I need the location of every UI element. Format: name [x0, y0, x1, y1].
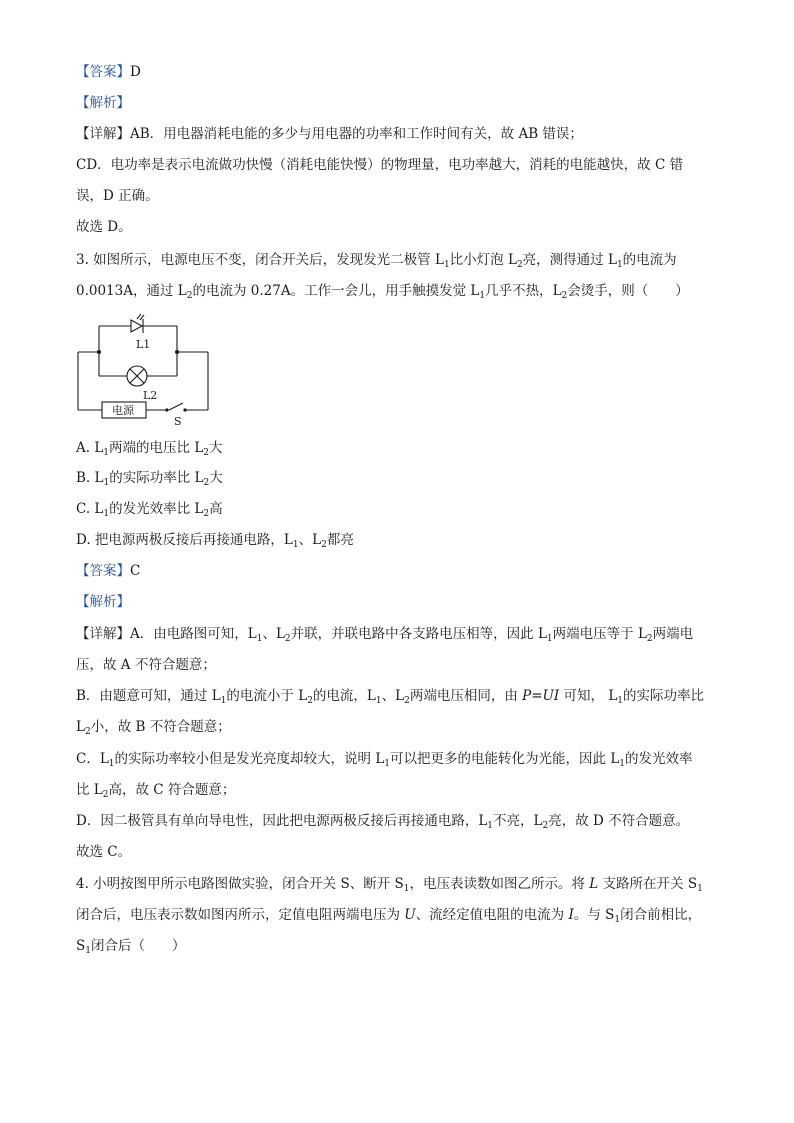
q2-answer-line — [76, 62, 141, 82]
answer-tag: 【答案】 — [76, 563, 130, 579]
answer-tag: 【答案】 — [76, 64, 130, 80]
q3-detail-d-line — [76, 811, 689, 831]
option-text: C. L — [76, 501, 104, 517]
subscript: 1 — [108, 759, 115, 769]
detail-text: 、L — [381, 688, 405, 704]
stem-text: S — [76, 938, 86, 954]
junction-right — [175, 350, 179, 354]
detail-text: 比 L — [76, 782, 103, 798]
detail-text: D．因二极管具有单向导电性，因此把电源两极反接后再接通电路，L — [76, 813, 488, 829]
switch-blade — [169, 403, 183, 410]
detail-text: 压，故 A 不符合题意； — [76, 657, 216, 673]
symbol-I: I — [568, 907, 574, 923]
option-text: 的发光效率比 L — [109, 501, 204, 517]
q2-analysis-line — [76, 93, 130, 113]
detail-text: C．L — [76, 751, 109, 767]
option-text: 两端的电压比 L — [109, 440, 204, 456]
q3-detail-c-line-2 — [76, 780, 235, 800]
detail-text: 并联，并联电路中各支路电压相等，因此 L — [290, 626, 547, 642]
subscript: 1 — [487, 821, 494, 831]
subscript: 1 — [292, 540, 299, 550]
subscript: 2 — [284, 634, 291, 644]
q4-stem-line-1 — [76, 874, 703, 894]
detail-text: 不亮，L — [493, 813, 543, 829]
q2-detail-line-1 — [76, 124, 583, 144]
subscript: 2 — [203, 509, 210, 519]
option-text: A. L — [76, 440, 104, 456]
option-text: B. L — [76, 470, 104, 486]
subscript: 1 — [479, 291, 486, 301]
detail-text: 两端电 — [652, 626, 694, 642]
detail-text: 、L — [262, 626, 285, 642]
label-L1: L1 — [136, 338, 151, 351]
stem-text: 比小灯泡 L — [449, 252, 517, 268]
stem-text: 几乎不热，L — [485, 283, 562, 299]
subscript: 2 — [404, 696, 410, 706]
stem-text: 会烫手，则（ ） — [567, 283, 689, 299]
stem-text: ，电压表读数如图乙所示。将 — [409, 876, 590, 892]
detail-text: 的发光效率 — [625, 751, 693, 767]
conclusion-text: 故选 D。 — [76, 219, 132, 235]
subscript: 1 — [617, 696, 624, 706]
subscript: 1 — [256, 634, 263, 644]
option-text: 大 — [209, 470, 223, 486]
label-switch: S — [174, 415, 182, 428]
answer-value: D — [130, 64, 141, 80]
detail-text: 的电流小于 L — [226, 688, 308, 704]
q3-detail-b-line-1 — [76, 686, 704, 706]
detail-tag: 【详解】 — [76, 126, 130, 142]
option-text: 、L — [298, 532, 322, 548]
junction-left — [97, 350, 101, 354]
label-power-source: 电源 — [112, 404, 134, 417]
option-text: D. 把电源两极反接后再接通电路，L — [76, 532, 293, 548]
subscript: 1 — [403, 884, 410, 894]
q4-stem-line-3 — [76, 936, 185, 956]
q3-detail-a-line-2 — [76, 655, 216, 675]
option-text: 高 — [209, 501, 223, 517]
detail-text: 亮，故 D 不符合题意。 — [548, 813, 690, 829]
option-text: 的实际功率比 L — [109, 470, 204, 486]
q2-detail-line-3 — [76, 186, 159, 206]
detail-text: AB．用电器消耗电能的多少与用电器的功率和工作时间有关，故 AB 错误； — [130, 126, 583, 142]
stem-text: 4. 小明按图甲所示电路图做实验，闭合开关 S、断开 S — [76, 876, 404, 892]
subscript: 2 — [561, 291, 568, 301]
subscript: 1 — [103, 478, 110, 488]
stem-text: 。与 S — [573, 907, 615, 923]
subscript: 2 — [203, 478, 210, 488]
subscript: 1 — [220, 696, 227, 706]
circuit-diagram — [70, 308, 220, 428]
stem-text: 亮，测得通过 L — [522, 252, 617, 268]
stem-text: 闭合后，电压表示数如图丙所示，定值电阻两端电压为 — [76, 907, 405, 923]
subscript: 2 — [516, 260, 523, 270]
detail-text: 的实际功率比 — [623, 688, 705, 704]
stem-text: 闭合前相比， — [620, 907, 702, 923]
stem-text: 3. 如图所示，电源电压不变，闭合开关后，发现发光二极管 L — [76, 252, 444, 268]
detail-text: 的实际功率较小但是发光亮度却较大，说明 L — [114, 751, 385, 767]
subscript: 1 — [85, 946, 91, 956]
subscript: 2 — [542, 821, 549, 831]
q3-detail-a-line-1 — [76, 624, 693, 644]
option-text: 大 — [209, 440, 223, 456]
q3-option-a — [76, 438, 223, 458]
subscript: 2 — [321, 540, 327, 550]
q3-detail-b-line-2 — [76, 717, 231, 737]
q4-stem-line-2 — [76, 905, 701, 925]
led-arrow-1 — [137, 314, 141, 319]
detail-text: 误，D 正确。 — [76, 188, 159, 204]
analysis-tag: 【解析】 — [76, 95, 130, 111]
subscript: 1 — [103, 448, 110, 458]
answer-value: C — [130, 563, 141, 579]
detail-text: L — [76, 719, 85, 735]
subscript: 1 — [375, 696, 382, 706]
subscript: 2 — [186, 291, 193, 301]
detail-text: 可知， L — [559, 688, 618, 704]
switch-contact-right — [183, 408, 186, 411]
detail-text: 的电流，L — [312, 688, 376, 704]
detail-text: 两端电压相同，由 — [409, 688, 523, 704]
stem-text: 闭合后（ ） — [90, 938, 186, 954]
subscript: 2 — [203, 448, 210, 458]
q3-option-d — [76, 530, 354, 550]
led-symbol — [131, 320, 142, 332]
detail-text: CD．电功率是表示电流做功快慢（消耗电能快慢）的物理量，电功率越大，消耗的电能越快，故 C 错 — [76, 157, 684, 173]
q2-detail-line-2 — [76, 155, 683, 175]
detail-text: 两端电压等于 L — [552, 626, 647, 642]
q3-conclusion — [76, 842, 131, 862]
stem-text: 支路所在开关 S — [598, 876, 698, 892]
option-text: 都亮 — [326, 532, 354, 548]
stem-text: 的电流为 0.27A。工作一会儿，用手触摸发觉 L — [192, 283, 480, 299]
subscript: 1 — [614, 915, 621, 925]
detail-text: A．由电路图可知，L — [130, 626, 257, 642]
subscript: 2 — [102, 790, 109, 800]
subscript: 1 — [697, 884, 703, 894]
label-L2: L2 — [143, 389, 158, 402]
stem-text: 、流经定值电阻的电流为 — [415, 907, 569, 923]
detail-tag: 【详解】 — [76, 626, 130, 642]
detail-text: 小，故 B 不符合题意； — [90, 719, 231, 735]
q3-option-c — [76, 499, 223, 519]
symbol-L: L — [589, 876, 599, 892]
subscript: 1 — [103, 509, 110, 519]
subscript: 1 — [546, 634, 553, 644]
subscript: 2 — [646, 634, 653, 644]
subscript: 2 — [84, 727, 91, 737]
detail-text: 高，故 C 符合题意； — [108, 782, 236, 798]
subscript: 2 — [307, 696, 313, 706]
stem-text: 0.0013A，通过 L — [76, 283, 187, 299]
formula: P=UI — [522, 688, 560, 704]
conclusion-text: 故选 C。 — [76, 844, 132, 860]
q3-option-b — [76, 468, 223, 488]
detail-text: B．由题意可知，通过 L — [76, 688, 221, 704]
q3-stem-line-2 — [76, 281, 689, 301]
q3-answer-line — [76, 561, 140, 581]
subscript: 1 — [384, 759, 391, 769]
q2-conclusion — [76, 217, 132, 237]
stem-text: 的电流为 — [622, 252, 677, 268]
symbol-U: U — [404, 907, 416, 923]
analysis-tag: 【解析】 — [76, 594, 130, 610]
subscript: 1 — [619, 759, 626, 769]
subscript: 1 — [616, 260, 623, 270]
q3-stem-line-1 — [76, 250, 677, 270]
switch-contact-left — [165, 408, 168, 411]
q3-analysis-line — [76, 592, 130, 612]
q3-detail-c-line-1 — [76, 749, 693, 769]
detail-text: 可以把更多的电能转化为光能，因此 L — [390, 751, 620, 767]
subscript: 1 — [443, 260, 450, 270]
